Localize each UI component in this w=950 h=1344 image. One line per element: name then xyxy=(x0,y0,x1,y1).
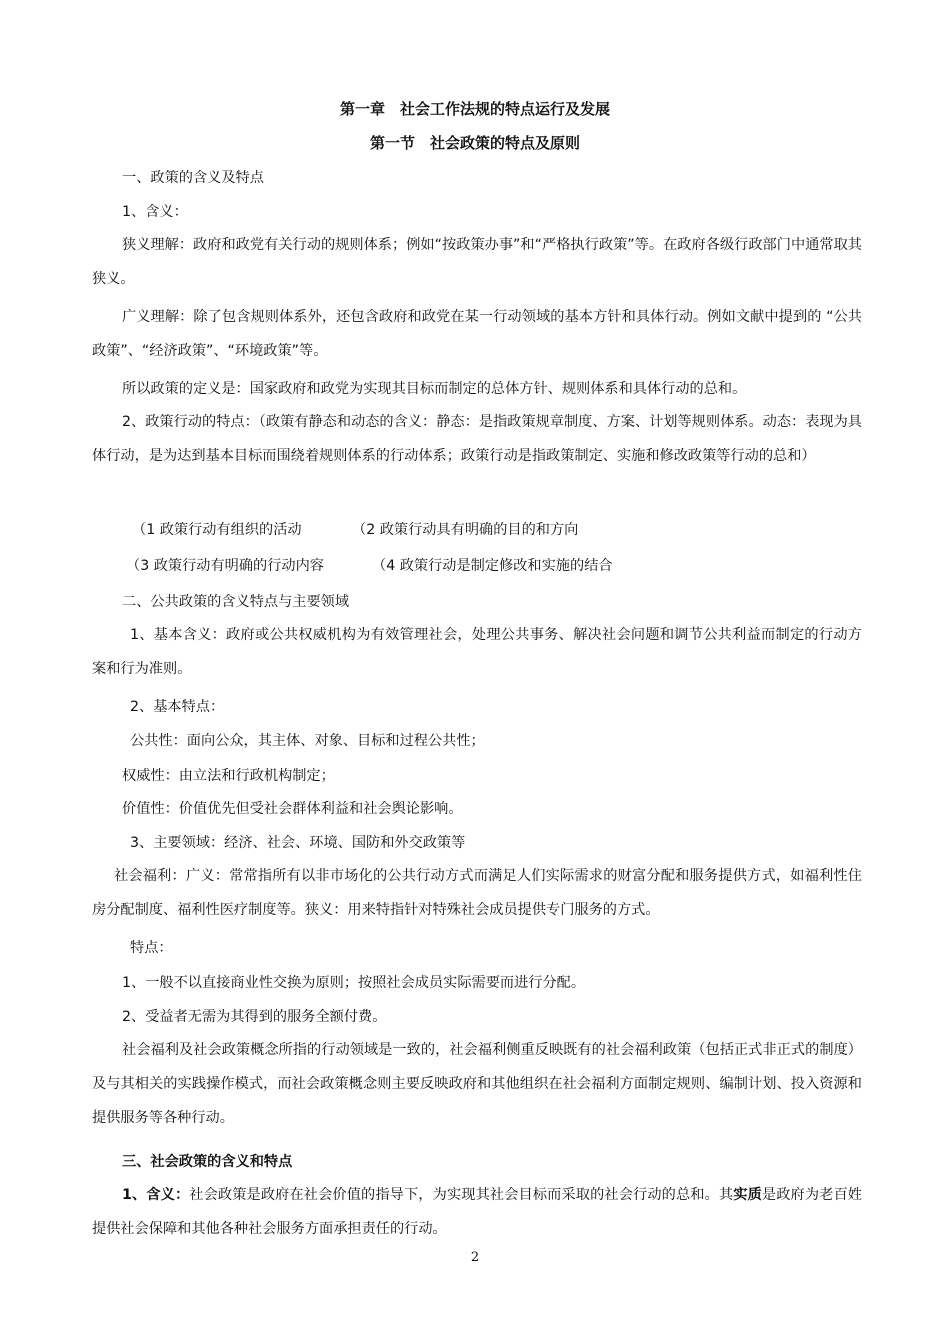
policy-definition: 所以政策的定义是：国家政府和政党为实现其目标而制定的总体方针、规则体系和具体行动的总和。 xyxy=(122,381,747,397)
essence-label: 实质 xyxy=(733,1187,762,1203)
section-title: 第一节 社会政策的特点及原则 xyxy=(369,134,580,152)
social-welfare: 社会福利：广义：常常指所有以非市场化的公共行动方式而满足人们实际需求的财富分配和服务提供方式，如福利性住房分配制度、福利性医疗制度等。狭义：用来特指针对特殊社会成员提供专门服务的方式。 xyxy=(92,868,862,918)
value: 价值性：价值优先但受社会群体利益和社会舆论影响。 xyxy=(122,801,463,817)
narrow-definition: 狭义理解：政府和政党有关行动的规则体系；例如“按政策办事”和“严格执行政策”等。在政府各级行政部门中通常取其狭义。 xyxy=(92,237,862,287)
feature-3: （3 政策行动有明确的行动内容 xyxy=(126,558,324,574)
part3-meaning-label: 1、含义： xyxy=(122,1187,190,1203)
authority: 权威性：由立法和行政机构制定； xyxy=(122,768,335,784)
part1-heading: 一、政策的含义及特点 xyxy=(122,170,264,186)
publicness: 公共性：面向公众，其主体、对象、目标和过程公共性； xyxy=(130,733,485,749)
part3-heading: 三、社会政策的含义和特点 xyxy=(122,1154,293,1170)
feature-2: （2 政策行动具有明确的目的和方向 xyxy=(352,522,579,538)
broad-definition: 广义理解：除了包含规则体系外，还包含政府和政党在某一行动领域的基本方针和具体行动。例如文献中提到的 “公共政策”、“经济政策”、“环境政策”等。 xyxy=(92,309,862,359)
part1-meaning-label: 1、含义： xyxy=(122,204,188,220)
trait-2: 2、受益者无需为其得到的服务全额付费。 xyxy=(122,1009,387,1025)
basic-features-label: 2、基本特点： xyxy=(130,699,225,715)
part3-meaning-b: 是政府为老百姓提供社会保障和其他各种社会服务方面承担责任的行动。 xyxy=(92,1187,862,1237)
part2-heading: 二、公共政策的含义特点与主要领域 xyxy=(122,594,350,610)
feature-4: （4 政策行动是制定修改和实施的结合 xyxy=(372,558,613,574)
feature-1: （1 政策行动有组织的活动 xyxy=(132,522,302,538)
social-policy-meaning xyxy=(92,1178,862,1246)
welfare-policy-relation: 社会福利及社会政策概念所指的行动领域是一致的，社会福利侧重反映既有的社会福利政策（包括正式非正式的制度）及与其相关的实践操作模式，而社会政策概念则主要反映政府和其他组织在社会福利方面制定规则、编制计划、投入资源和提供服务等各种行动。 xyxy=(92,1042,862,1126)
policy-features: 2、政策行动的特点：（政策有静态和动态的含义：静态：是指政策规章制度、方案、计划等规则体系。动态：表现为具体行动，是为达到基本目标而围绕着规则体系的行动体系；政策行动是指政策制定、实施和修改政策等行动的总和） xyxy=(92,414,862,464)
main-fields: 3、主要领域：经济、社会、环境、国防和外交政策等 xyxy=(130,835,466,851)
public-policy-meaning: 1、基本含义：政府或公共权威机构为有效管理社会，处理公共事务、解决社会问题和调节公共利益而制定的行动方案和行为准则。 xyxy=(92,627,862,677)
page-number: 2 xyxy=(470,1250,480,1265)
trait-label: 特点： xyxy=(130,940,173,956)
trait-1: 1、一般不以直接商业性交换为原则；按照社会成员实际需要而进行分配。 xyxy=(122,975,586,991)
part3-meaning-a: 社会政策是政府在社会价值的指导下，为实现其社会目标而采取的社会行动的总和。其 xyxy=(189,1187,734,1203)
chapter-title: 第一章 社会工作法规的特点运行及发展 xyxy=(339,100,610,118)
